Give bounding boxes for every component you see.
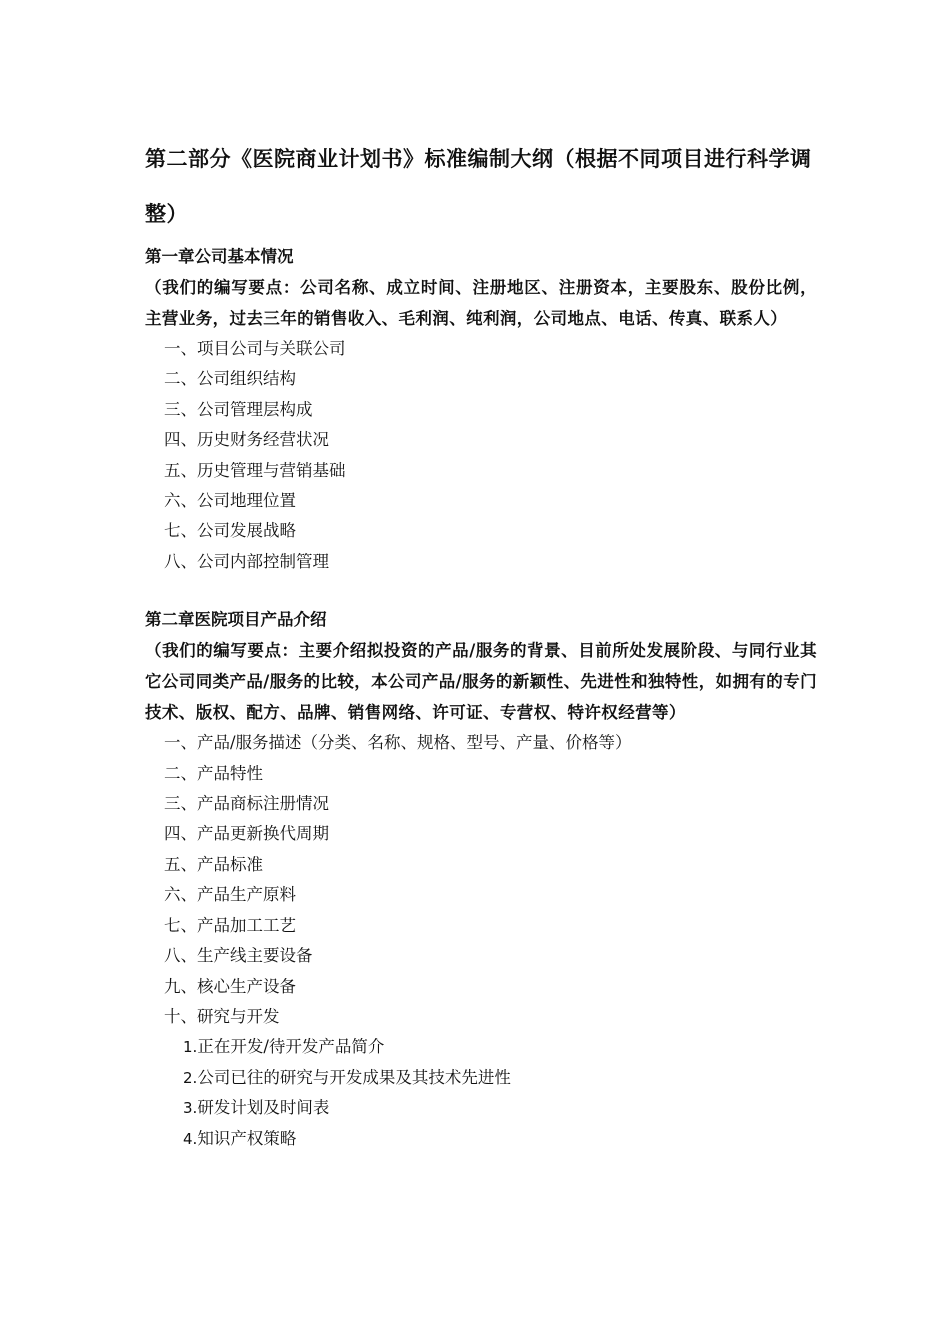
sub-item-list: [145, 1032, 817, 1154]
sub-item-number: 1.: [183, 1038, 198, 1057]
sub-item-text: 知识产权策略: [197, 1128, 297, 1148]
list-item: 五、历史管理与营销基础: [164, 460, 346, 480]
list-item: 八、公司内部控制管理: [164, 551, 329, 571]
chapter-1: [145, 242, 817, 577]
chapter-item-list: [145, 728, 817, 1032]
chapter-item-list: [145, 334, 817, 577]
chapter-note: （我们的编写要点：公司名称、成立时间、注册地区、注册资本，主要股东、股份比例，主营业务，过去三年的销售收入、毛利润、纯利润，公司地点、电话、传真、联系人）: [145, 278, 817, 328]
sub-list-item: [145, 1032, 817, 1062]
sub-list-item: [145, 1063, 817, 1093]
chapter-title: 第二章医院项目产品介绍: [145, 610, 327, 630]
list-item: 五、产品标准: [164, 854, 263, 874]
list-item: 十、研究与开发: [164, 1006, 280, 1026]
chapter-title: 第一章公司基本情况: [145, 247, 294, 266]
chapter-note: （我们的编写要点：主要介绍拟投资的产品/服务的背景、目前所处发展阶段、与同行业其它公司同类产品/服务的比较，本公司产品/服务的新颖性、先进性和独特性，如拥有的专门技术、版权、配方、品牌、销售网络、许可证、专营权、特许权经营等）: [145, 641, 817, 723]
chapter-2: [145, 605, 817, 1154]
sub-item-text: 研发计划及时间表: [197, 1098, 330, 1118]
sub-item-text: 公司已往的研究与开发成果及其技术先进性: [197, 1067, 511, 1087]
sub-item-number: 4.: [183, 1129, 198, 1148]
list-item: 二、产品特性: [164, 763, 263, 783]
list-item: 一、项目公司与关联公司: [164, 339, 346, 358]
sub-list-item: [145, 1093, 817, 1123]
list-item: 四、产品更新换代周期: [164, 824, 329, 844]
list-item: 七、公司发展战略: [164, 521, 296, 541]
list-item: 四、历史财务经营状况: [164, 430, 329, 450]
list-item: 六、产品生产原料: [164, 885, 296, 905]
list-item: 三、产品商标注册情况: [164, 794, 329, 814]
document-title: 第二部分《医院商业计划书》标准编制大纲（根据不同项目进行科学调整）: [145, 147, 812, 226]
sub-item-number: 3.: [183, 1099, 198, 1118]
list-item: 九、核心生产设备: [164, 976, 296, 996]
list-item: 一、产品/服务描述（分类、名称、规格、型号、产量、价格等）: [164, 733, 632, 753]
list-item: 三、公司管理层构成: [164, 399, 313, 419]
sub-item-number: 2.: [183, 1068, 198, 1087]
list-item: 二、公司组织结构: [164, 369, 296, 389]
list-item: 六、公司地理位置: [164, 491, 296, 511]
list-item: 七、产品加工工艺: [164, 915, 296, 935]
list-item: 八、生产线主要设备: [164, 946, 313, 966]
sub-item-text: 正在开发/待开发产品简介: [197, 1037, 385, 1057]
sub-list-item: [145, 1124, 817, 1154]
document-page: [145, 132, 817, 1154]
